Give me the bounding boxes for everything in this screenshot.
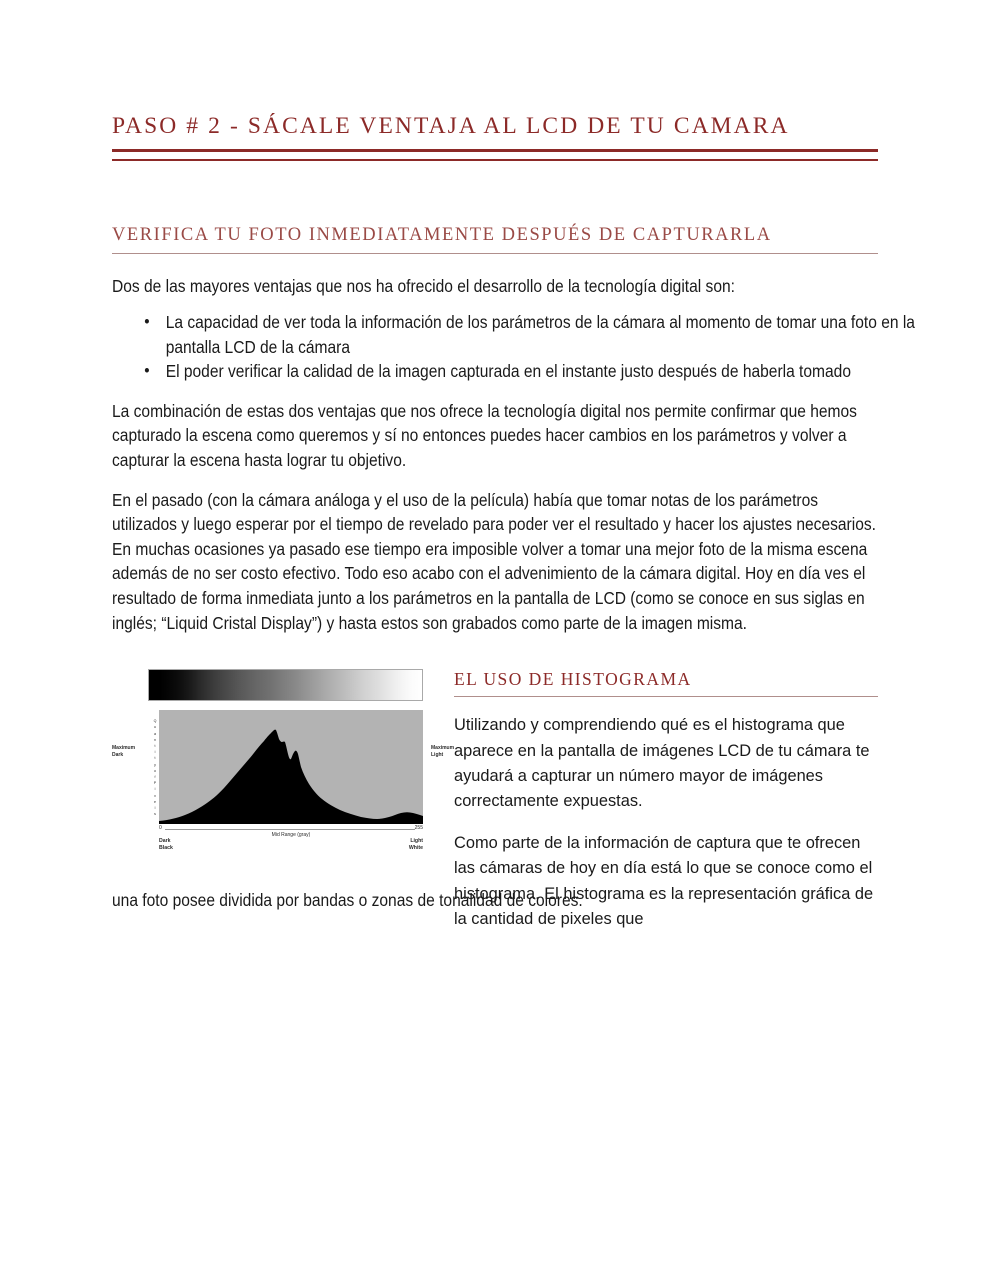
grayscale-gradient-strip xyxy=(148,669,423,701)
y-axis-char: e xyxy=(154,799,156,804)
page-title: PASO # 2 - SÁCALE VENTAJA AL LCD DE TU CAMARA xyxy=(112,113,790,139)
histogram-plot-area xyxy=(159,710,423,824)
light-white-label xyxy=(409,838,423,851)
y-axis-char: n xyxy=(154,737,156,742)
annotation-line: Dark xyxy=(112,751,124,758)
y-axis-char: x xyxy=(154,793,156,798)
y-axis-char: l xyxy=(154,805,156,810)
y-axis-label xyxy=(150,718,160,817)
list-item xyxy=(112,310,931,359)
title-divider xyxy=(112,149,878,161)
y-axis-char: a xyxy=(154,731,156,736)
list-item-label: El poder verificar la calidad de la imagen capturada en el instante justo después de haberla tomado xyxy=(165,361,851,382)
corner-line: Light xyxy=(410,838,423,845)
intro-paragraph: Dos de las mayores ventajas que nos ha ofrecido el desarrollo de la tecnología digital son: xyxy=(112,276,735,297)
histogram-paragraph-1: Utilizando y comprendiendo qué es el histograma que aparece en la pantalla de imágenes LCD de tu cámara te ayudará a capturar un número mayor de imágenes correctamente expuestas. xyxy=(454,716,870,811)
histogram-block xyxy=(112,635,878,928)
y-axis-char: u xyxy=(154,725,156,730)
histogram-paragraph-tail: una foto posee dividida por bandas o zonas de tonalidad de colores. xyxy=(112,890,583,911)
list-item xyxy=(112,359,931,384)
histogram-plot-wrapper xyxy=(112,710,455,824)
histogram-figure xyxy=(112,669,455,851)
y-axis-char: Q xyxy=(153,719,157,724)
histogram-paragraph-2: Como parte de la información de captura que te ofrecen las cámaras de hoy en día está lo que se conoce como el histograma. El histograma es la representación gráfica de la cantidad de pixeles que xyxy=(454,833,874,928)
dark-black-label xyxy=(159,838,173,851)
y-axis-char: s xyxy=(154,812,156,817)
paragraph-en-el-pasado: En el pasado (con la cámara análoga y el uso de la película) había que tomar notas de los parámetros utilizados y luego esperar por el tiempo de revelado para poder ver el resultado y hacer los ajustes necesarios. En muchas ocasiones ya pasado ese tiempo era imposible volver a tomar una mejor foto de la misma escena además de no ser costo efectivo. Todo eso acabo con el advenimiento de la cámara digital. Hoy en día ves el resultado de forma inmediata junto a los parámetros en la pantalla de LCD (como se conoce en sus siglas en inglés; “Liquid Cristal Display”) y hasta estos son grabados como parte de la imagen misma. xyxy=(112,489,876,633)
bullet-icon: • xyxy=(144,361,150,381)
annotation-line: Maximum xyxy=(112,745,136,752)
histogram-heading: EL USO DE HISTOGRAMA xyxy=(454,669,692,690)
list-item-label: La capacidad de ver toda la información de los parámetros de la cámara al momento de tomar una foto en la pantalla LCD de la cámara xyxy=(165,311,915,357)
x-axis-label: Mid Range (gray) xyxy=(271,832,311,839)
y-axis-char: i xyxy=(154,750,156,755)
bullet-icon: • xyxy=(144,311,150,331)
paragraph-combinacion: La combinación de estas dos ventajas que nos ofrece la tecnología digital nos permite confirmar que hemos capturado la escena como queremos y sí no entonces puedes hacer cambios en los parámetros y volver a capturar la escena hasta lograr tu objetivo. xyxy=(112,400,857,470)
benefits-list xyxy=(112,299,915,384)
corner-line: Dark xyxy=(159,838,171,845)
section-heading: VERIFICA TU FOTO INMEDIATAMENTE DESPUÉS DE CAPTURARLA xyxy=(112,225,772,246)
histogram-curve xyxy=(159,710,423,824)
maximum-dark-annotation xyxy=(112,745,135,758)
x-axis-tick-min: 0 xyxy=(159,825,162,832)
annotation-line: Maximum xyxy=(431,745,455,752)
document-content xyxy=(112,0,915,928)
y-axis-char: t xyxy=(154,756,156,761)
corner-line: White xyxy=(408,844,423,851)
maximum-light-annotation xyxy=(431,745,454,758)
y-axis-char: t xyxy=(154,743,156,748)
y-axis-char: y xyxy=(154,762,156,767)
y-axis-char: o xyxy=(154,768,156,773)
annotation-line: Light xyxy=(431,751,444,758)
x-axis-line xyxy=(165,829,415,830)
y-axis-char: i xyxy=(154,787,156,792)
histogram-x-axis xyxy=(159,825,423,851)
corner-line: Black xyxy=(159,844,173,851)
y-axis-char: P xyxy=(153,781,157,786)
x-axis-tick-max: 255 xyxy=(414,825,423,832)
y-axis-char: f xyxy=(154,774,156,779)
